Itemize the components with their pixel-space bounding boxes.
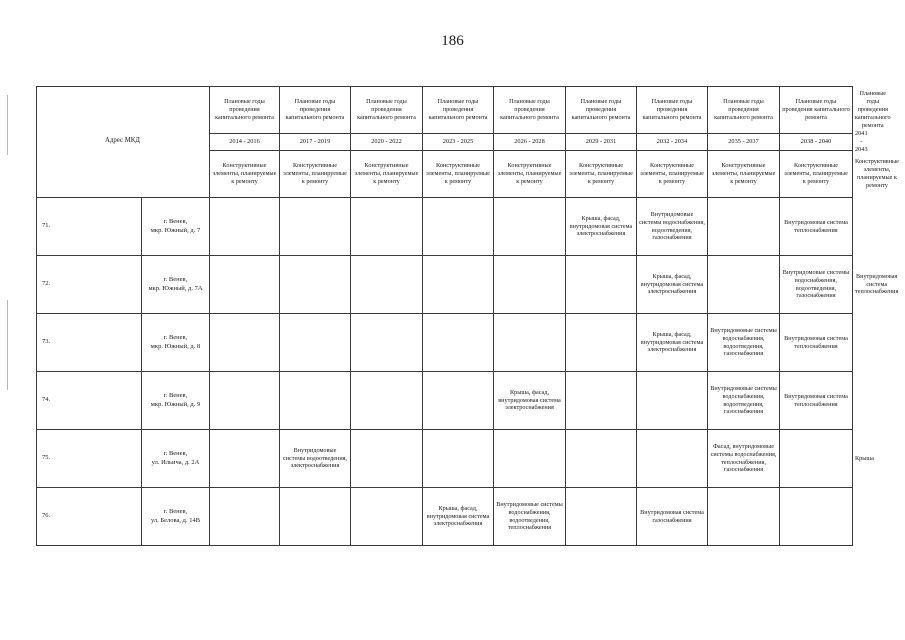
row-element-cell-text: Крыша, фасад, внутридомовая система электроснабжения — [569, 214, 633, 238]
row-number-text: 73. — [42, 338, 51, 346]
row-element-cell — [853, 372, 857, 429]
header-period — [210, 134, 279, 150]
row-number-text: 76. — [42, 512, 51, 520]
row-address-text — [152, 450, 200, 467]
row-element-cell-text: Крыша, фасад, внутридомовая система электроснабжения — [640, 330, 704, 354]
row-element-cell-text: Внутридомовая система теплоснабжения — [784, 392, 848, 408]
row-element-cell — [708, 314, 779, 371]
row-element-cell — [708, 488, 779, 545]
row-address — [142, 256, 209, 313]
table-hline — [36, 545, 853, 546]
row-address — [142, 430, 209, 487]
row-element-cell — [853, 488, 857, 545]
header-planned-years — [780, 87, 852, 133]
row-address — [142, 372, 209, 429]
row-element-cell-text: Крыша, фасад, внутридомовая система электроснабжения — [426, 504, 490, 528]
header-planned-years-text: Плановые годы проведения капитального ремонта — [428, 98, 488, 121]
header-period — [351, 134, 422, 150]
header-elements — [637, 151, 707, 197]
row-element-cell — [566, 488, 636, 545]
row-element-cell-text: Крыша, фасад, внутридомовая система электроснабжения — [498, 388, 561, 412]
header-planned-years-text: Плановые годы проведения капитального ремонта — [642, 98, 702, 121]
row-element-cell-text: Крыша — [855, 454, 874, 462]
header-period — [637, 134, 707, 150]
row-address — [142, 314, 209, 371]
row-element-cell — [708, 256, 779, 313]
row-address-line: г. Венев, — [163, 218, 188, 226]
header-elements-text: Конструктивные элементы, планируемые к ремонту — [426, 162, 490, 185]
header-period-text: 2017 - 2019 — [299, 137, 331, 145]
header-elements-text: Конструктивные элементы, планируемые к ремонту — [569, 162, 633, 185]
header-planned-years-text: Плановые годы проведения капитального ремонта — [215, 98, 274, 121]
header-period — [566, 134, 636, 150]
page-number: 186 — [441, 33, 464, 49]
row-element-cell — [637, 256, 707, 313]
row-number — [36, 372, 141, 429]
row-number-text: 75. — [42, 454, 51, 462]
row-element-cell-text: Фасад, внутридомовые системы водоснабжения, теплоснабжения, газоснабжения — [710, 442, 777, 474]
row-element-cell — [637, 430, 707, 487]
row-element-cell — [780, 256, 852, 313]
row-element-cell — [566, 372, 636, 429]
header-planned-years — [853, 87, 893, 133]
row-element-cell — [423, 198, 493, 255]
row-element-cell — [423, 488, 493, 545]
header-planned-years — [637, 87, 707, 133]
row-address-line: г. Венев, — [163, 450, 188, 458]
row-element-cell-text: Внутридомовая система теплоснабжения — [784, 334, 848, 350]
row-address — [142, 488, 209, 545]
row-element-cell — [210, 256, 279, 313]
capital-repair-table — [36, 86, 899, 540]
row-number — [36, 314, 141, 371]
row-element-cell — [637, 372, 707, 429]
header-address-text: Адрес МКД — [105, 137, 140, 145]
header-elements — [210, 151, 279, 197]
row-element-cell-text: Внутридомовая система газоснабжения — [640, 508, 704, 524]
row-address-line: мкр. Южный, д. 7 — [150, 226, 201, 234]
row-address-line: ул. Белова, д. 14В — [150, 516, 201, 524]
row-element-cell — [494, 430, 565, 487]
header-planned-years — [351, 87, 422, 133]
header-planned-years-text: Плановые годы проведения капитального ремонта — [782, 98, 850, 121]
row-address-text — [148, 276, 202, 293]
header-elements-text: Конструктивные элементы, планируемые к ремонту — [283, 162, 347, 185]
row-address-line: г. Венев, — [163, 276, 188, 284]
header-planned-years-text: Плановые годы проведения капитального ремонта — [571, 98, 631, 121]
row-element-cell — [708, 372, 779, 429]
row-element-cell — [210, 430, 279, 487]
header-elements-text: Конструктивные элементы, планируемые к ремонту — [855, 158, 899, 189]
row-number — [36, 488, 141, 545]
row-number — [36, 256, 141, 313]
row-element-cell — [494, 256, 565, 313]
row-element-cell — [280, 256, 350, 313]
header-elements-text: Конструктивные элементы, планируемые к ремонту — [497, 162, 562, 185]
row-element-cell — [351, 372, 422, 429]
row-element-cell — [853, 256, 900, 313]
header-period-text: 2041 - 2043 — [855, 129, 868, 154]
header-planned-years — [210, 87, 279, 133]
row-element-cell-text: Внутридомовая система теплоснабжения — [855, 272, 899, 296]
header-period-text: 2020 - 2022 — [371, 137, 402, 145]
header-period-text: 2032 - 2034 — [656, 137, 688, 145]
header-planned-years — [494, 87, 565, 133]
header-planned-years — [423, 87, 493, 133]
row-element-cell — [566, 430, 636, 487]
row-number-text: 74. — [42, 396, 51, 404]
header-planned-years-text: Плановые годы проведения капитального ремонта — [714, 98, 773, 121]
row-element-cell — [780, 488, 852, 545]
row-element-cell — [637, 314, 707, 371]
row-element-cell — [566, 256, 636, 313]
row-element-cell-text: Крыша, фасад, внутридомовая система электроснабжения — [640, 272, 704, 296]
row-address — [142, 198, 209, 255]
row-number-text: 71. — [42, 222, 51, 230]
row-element-cell — [280, 430, 350, 487]
row-address-line: мкр. Южный, д. 9 — [150, 400, 201, 408]
row-element-cell — [280, 372, 350, 429]
row-element-cell — [351, 314, 422, 371]
header-elements — [280, 151, 350, 197]
row-element-cell — [780, 198, 852, 255]
row-element-cell — [780, 430, 852, 487]
left-margin-mark — [7, 95, 8, 155]
header-period-text: 2023 - 2025 — [442, 137, 474, 145]
row-element-cell — [351, 256, 422, 313]
header-planned-years-text: Плановые годы проведения капитального ремонта — [855, 90, 891, 129]
row-address-line: г. Венев, — [163, 392, 188, 400]
header-period — [708, 134, 779, 150]
header-elements — [494, 151, 565, 197]
row-element-cell — [351, 198, 422, 255]
header-period-text: 2029 - 2031 — [585, 137, 617, 145]
row-element-cell — [280, 488, 350, 545]
header-planned-years — [708, 87, 779, 133]
header-period — [280, 134, 350, 150]
header-elements — [708, 151, 779, 197]
row-element-cell — [280, 198, 350, 255]
header-elements — [780, 151, 852, 197]
header-elements — [351, 151, 422, 197]
row-element-cell — [637, 198, 707, 255]
row-element-cell — [853, 198, 857, 255]
row-element-cell — [210, 314, 279, 371]
row-element-cell — [494, 198, 565, 255]
header-planned-years-text: Плановые годы проведения капитального ремонта — [357, 98, 416, 121]
header-elements — [423, 151, 493, 197]
header-period-text: 2014 - 2016 — [229, 137, 260, 145]
row-element-cell-text: Внутридомовая система теплоснабжения — [784, 218, 848, 234]
header-period-text: 2035 - 2037 — [728, 137, 759, 145]
row-element-cell — [423, 256, 493, 313]
row-address-line: мкр. Южный, д. 7А — [148, 284, 203, 292]
header-elements-text: Конструктивные элементы, планируемые к ремонту — [711, 162, 776, 185]
row-element-cell — [708, 198, 779, 255]
row-element-cell — [494, 372, 565, 429]
header-period-text: 2038 - 2040 — [800, 137, 832, 145]
header-period — [853, 129, 870, 154]
row-address-text — [151, 508, 200, 525]
row-element-cell-text: Внутридомовые системы водоснабжения, водоотведения, газоснабжения — [710, 384, 777, 416]
row-address-line: г. Венев, — [163, 508, 188, 516]
row-number — [36, 430, 141, 487]
header-elements — [566, 151, 636, 197]
row-element-cell — [494, 314, 565, 371]
row-element-cell — [351, 488, 422, 545]
row-element-cell-text: Внутридомовые системы водоснабжения, водоотведения, газоснабжения — [782, 268, 850, 300]
row-address-text — [151, 334, 200, 351]
row-number-text: 72. — [42, 280, 51, 288]
row-element-cell — [210, 198, 279, 255]
header-planned-years-text: Плановые годы проведения капитального ремонта — [500, 98, 559, 121]
row-element-cell — [423, 372, 493, 429]
left-margin-mark — [7, 300, 8, 390]
header-elements-text: Конструктивные элементы, планируемые к ремонту — [784, 162, 848, 185]
row-element-cell — [210, 488, 279, 545]
row-address-line: г. Венев, — [163, 334, 188, 342]
row-element-cell — [566, 314, 636, 371]
row-element-cell — [853, 430, 876, 487]
row-element-cell — [494, 488, 565, 545]
row-element-cell — [423, 430, 493, 487]
row-element-cell-text: Внутридомовые системы водоснабжения, водоотведения, газоснабжения — [710, 326, 777, 358]
row-address-line: мкр. Южный, д. 8 — [150, 342, 201, 350]
header-period — [780, 134, 852, 150]
header-planned-years — [566, 87, 636, 133]
header-planned-years-text: Плановые годы проведения капитального ремонта — [285, 98, 345, 121]
header-planned-years — [280, 87, 350, 133]
row-element-cell-text: Внутридомовые системы водоснабжения, водоотведения, газоснабжения — [639, 210, 705, 242]
row-element-cell — [351, 430, 422, 487]
header-elements-text: Конструктивные элементы, планируемые к ремонту — [640, 162, 704, 185]
row-element-cell — [423, 314, 493, 371]
header-period — [423, 134, 493, 150]
row-element-cell — [708, 430, 779, 487]
row-element-cell — [780, 372, 852, 429]
header-elements — [853, 151, 901, 197]
row-number — [36, 198, 141, 255]
row-element-cell — [210, 372, 279, 429]
row-address-text — [151, 218, 200, 235]
header-elements-text: Конструктивные элементы, планируемые к ремонту — [354, 162, 419, 185]
row-address-line: ул. Ильича, д. 2А — [151, 458, 200, 466]
header-period-text: 2026 - 2028 — [514, 137, 545, 145]
header-period — [494, 134, 565, 150]
row-element-cell — [853, 314, 857, 371]
header-elements-text: Конструктивные элементы, планируемые к ремонту — [212, 162, 277, 185]
row-address-text — [151, 392, 200, 409]
row-element-cell — [780, 314, 852, 371]
row-element-cell — [566, 198, 636, 255]
header-address — [36, 133, 209, 150]
row-element-cell — [637, 488, 707, 545]
row-element-cell-text: Внутридомовые системы водоснабжения, водоотведения, теплоснабжения — [496, 500, 563, 532]
row-element-cell-text: Внутридомовые системы водоотведения, электроснабжения — [282, 446, 348, 470]
row-element-cell — [280, 314, 350, 371]
